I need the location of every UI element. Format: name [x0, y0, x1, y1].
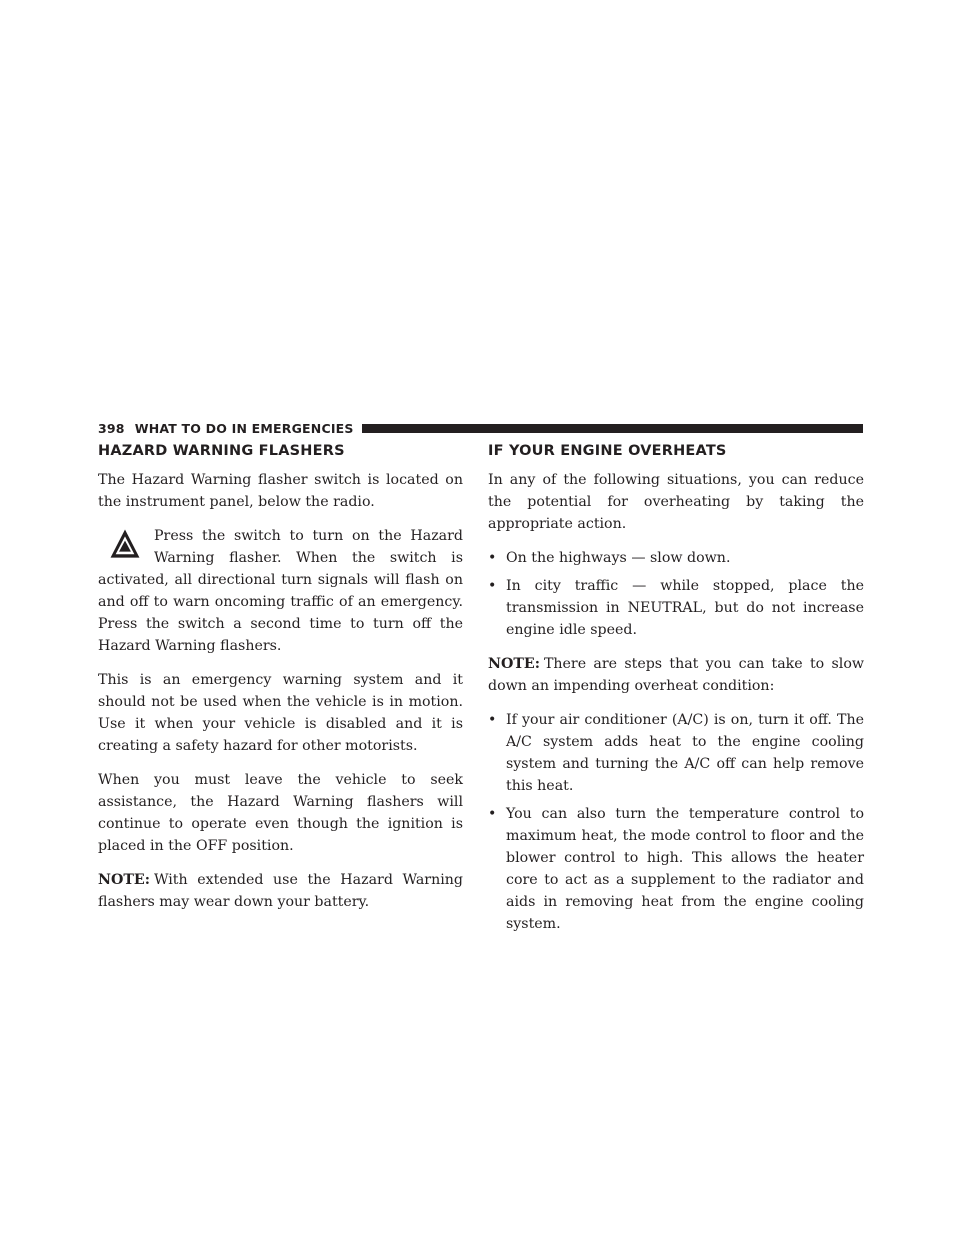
- section-title: WHAT TO DO IN EMERGENCIES: [134, 420, 354, 436]
- overheat-heading: IF YOUR ENGINE OVERHEATS: [488, 443, 727, 459]
- list-item-text: On the highways — slow down.: [506, 550, 731, 566]
- list-item: [488, 547, 864, 569]
- note-text: There are steps that you can take to slow down an impending overheat condition:: [488, 656, 864, 694]
- bullet: •: [488, 550, 497, 566]
- overheat-list-steps: [488, 709, 864, 935]
- list-item: [488, 709, 864, 797]
- hazard-paragraph-switch: Press the switch to turn on the Hazard Warning flasher. When the switch is activated, all directional turn signals will flash on and off to warn oncoming traffic of an emergency. Press the switch a second time to turn off the Hazard Warning flashers.: [98, 528, 463, 654]
- overheat-intro: In any of the following situations, you can reduce the potential for overheating by taking the appropriate action.: [488, 472, 864, 532]
- bullet: •: [488, 578, 497, 594]
- note-label: NOTE:: [98, 872, 150, 888]
- list-item-text: In city traffic — while stopped, place the transmission in NEUTRAL, but do not increase engine idle speed.: [506, 578, 864, 638]
- list-item: [488, 803, 864, 935]
- hazard-paragraph-location: The Hazard Warning flasher switch is located on the instrument panel, below the radio.: [98, 472, 463, 510]
- page-number: 398: [98, 420, 125, 436]
- note-label: NOTE:: [488, 656, 540, 672]
- list-item: [488, 575, 864, 641]
- hazard-paragraph-system: This is an emergency warning system and it should not be used when the vehicle is in motion. Use it when your vehicle is disabled and it is creating a safety hazard for other motorists.: [98, 672, 463, 754]
- left-column: [98, 443, 463, 925]
- overheat-note: [488, 653, 864, 697]
- header-rule: [362, 424, 863, 433]
- overheat-list-situations: [488, 547, 864, 641]
- right-column: [488, 443, 864, 947]
- hazard-note: [98, 869, 463, 913]
- bullet: •: [488, 806, 497, 822]
- page-header: [98, 418, 863, 438]
- list-item-text: You can also turn the temperature control to maximum heat, the mode control to floor and the blower control to high. This allows the heater core to act as a supplement to the radiator and aids in removing heat from the engine cooling system.: [506, 806, 864, 932]
- hazard-paragraph-leave: When you must leave the vehicle to seek assistance, the Hazard Warning flashers will continue to operate even though the ignition is placed in the OFF position.: [98, 772, 463, 854]
- bullet: •: [488, 712, 497, 728]
- hazard-warning-icon: [108, 527, 142, 561]
- hazard-heading: HAZARD WARNING FLASHERS: [98, 443, 345, 459]
- note-text: With extended use the Hazard Warning flashers may wear down your battery.: [98, 872, 463, 910]
- list-item-text: If your air conditioner (A/C) is on, turn it off. The A/C system adds heat to the engine cooling system and turning the A/C off can help remove this heat.: [506, 712, 864, 794]
- hazard-icon-paragraph: [98, 525, 463, 657]
